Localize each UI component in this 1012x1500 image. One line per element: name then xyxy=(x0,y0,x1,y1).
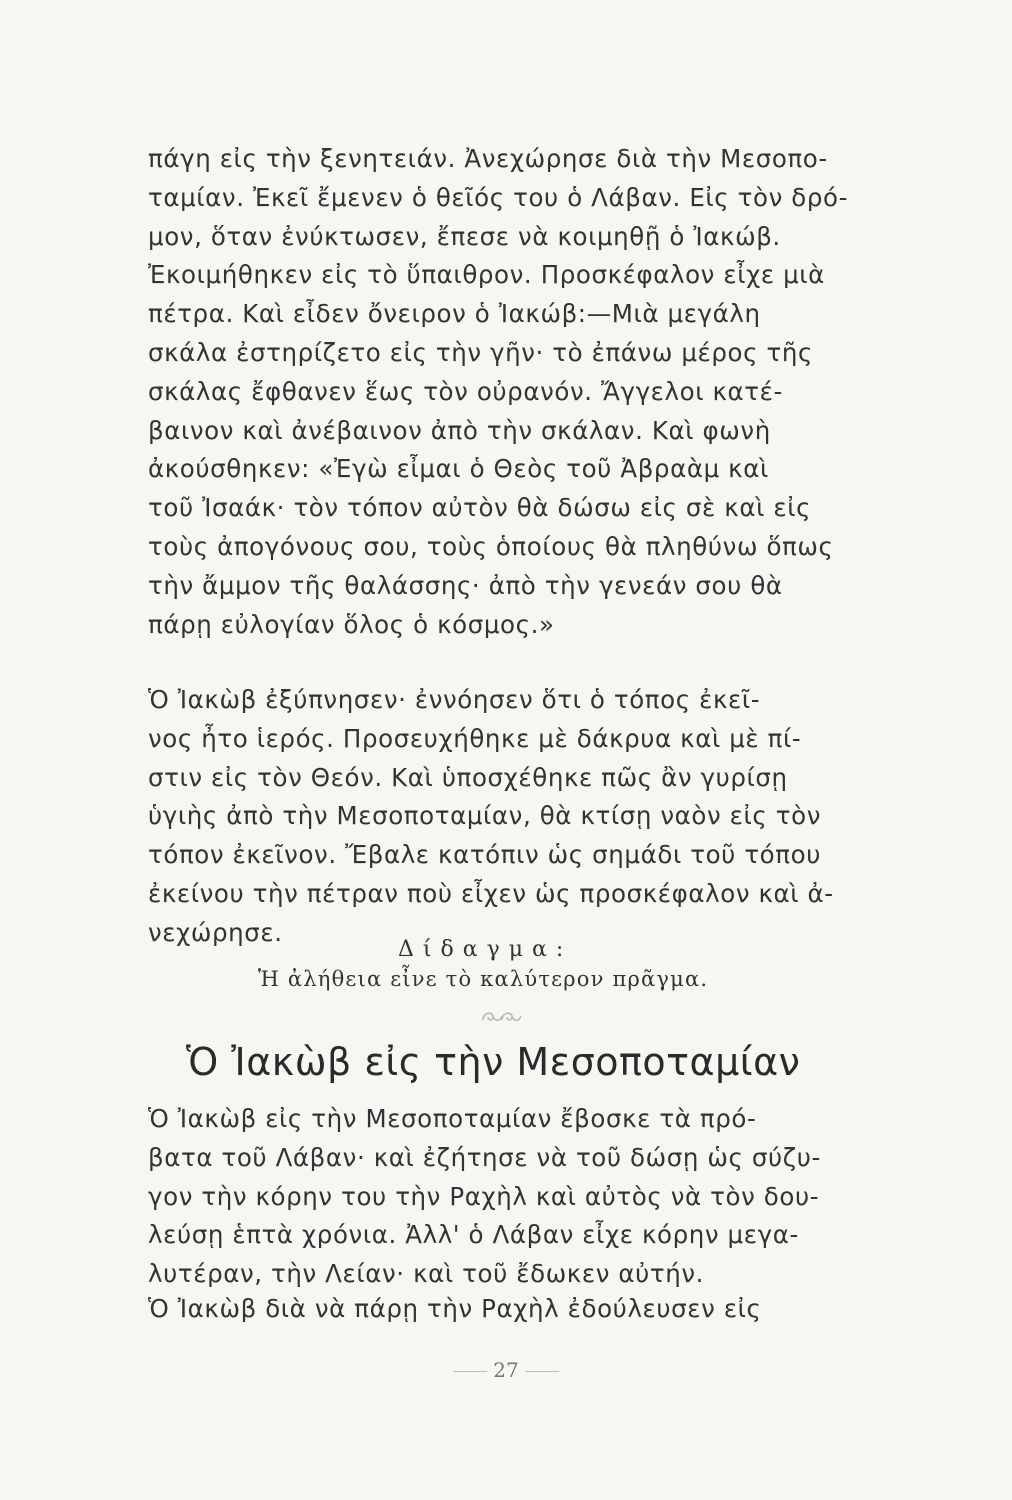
paragraph-1 xyxy=(148,140,870,644)
wave-ornament-icon xyxy=(480,1006,524,1026)
page-number: 27 xyxy=(493,1358,519,1382)
text-line: ταμίαν. Ἐκεῖ ἔμενεν ὁ θεῖός του ὁ Λάβαν. Εἰς τὸν δρό- xyxy=(148,182,849,212)
lesson-text: Ἡ ἀλήθεια εἶνε τὸ καλύτερον πρᾶγμα. xyxy=(258,967,709,991)
lesson-label: Δίδαγμα: xyxy=(398,937,573,962)
text-line: τοῦ Ἰσαάκ· τὸν τόπον αὐτὸν θὰ δώσω εἰς σὲ καὶ εἰς xyxy=(148,493,812,523)
text-line: Ὁ Ἰακὼβ ἐξύπνησεν· ἐννόησεν ὅτι ὁ τόπος ἐκεῖ- xyxy=(148,685,761,714)
text-line: πέτρα. Καὶ εἶδεν ὄνειρον ὁ Ἰακώβ:—Μιὰ μεγάλη xyxy=(148,299,761,329)
text-line: γον τὴν κόρην του τὴν Ραχὴλ καὶ αὐτὸς νὰ τὸν δου- xyxy=(148,1181,820,1211)
paragraph-2 xyxy=(148,681,870,953)
text-line: σκάλας ἔφθανεν ἕως τὸν οὐρανόν. Ἄγγελοι κατέ- xyxy=(148,376,783,406)
text-line: βαινον καὶ ἀνέβαινον ἀπὸ τὴν σκάλαν. Καὶ φωνὴ xyxy=(148,415,771,445)
text-line: νος ἦτο ἱερός. Προσευχήθηκε μὲ δάκρυα καὶ μὲ πί- xyxy=(148,723,802,753)
text-line: στιν εἰς τὸν Θεόν. Καὶ ὑποσχέθηκε πῶς ἂν γυρίσῃ xyxy=(148,762,788,792)
text-line: ἐκείνου τὴν πέτραν ποὺ εἶχεν ὡς προσκέφαλον καὶ ἀ- xyxy=(148,878,834,908)
text-line: πάρῃ εὐλογίαν ὅλος ὁ κόσμος.» xyxy=(148,609,555,639)
text-line: τοὺς ἀπογόνους σου, τοὺς ὁποίους θὰ πληθύνω ὅπως xyxy=(148,531,834,561)
text-line: λεύσῃ ἑπτὰ χρόνια. Ἀλλ' ὁ Λάβαν εἶχε κόρην μεγα- xyxy=(148,1220,799,1250)
text-line: Ὁ Ἰακὼβ διὰ νὰ πάρῃ τὴν Ραχὴλ ἐδούλευσεν εἰς xyxy=(148,1294,762,1323)
divider xyxy=(453,1371,487,1372)
text-line: ἀκούσθηκεν: «Ἐγὼ εἶμαι ὁ Θεὸς τοῦ Ἀβραὰμ καὶ xyxy=(148,454,769,484)
text-line: βατα τοῦ Λάβαν· καὶ ἐζήτησε νὰ τοῦ δώσῃ ὡς σύζυ- xyxy=(148,1142,821,1172)
paragraph-3 xyxy=(148,1100,870,1294)
chapter-title: Ὁ Ἰακὼβ εἰς τὴν Μεσοποταμίαν xyxy=(186,1040,801,1084)
text-line: τόπον ἐκεῖνον. Ἔβαλε κατόπιν ὡς σημάδι τοῦ τόπου xyxy=(148,840,821,870)
text-line: μον, ὅταν ἐνύκτωσεν, ἔπεσε νὰ κοιμηθῇ ὁ Ἰακώβ. xyxy=(148,221,781,251)
text-line: Ἐκοιμήθηκεν εἰς τὸ ὕπαιθρον. Προσκέφαλον εἶχε μιὰ xyxy=(148,260,825,290)
page-number-footer xyxy=(0,1358,1012,1382)
text-line: τὴν ἄμμον τῆς θαλάσσης· ἀπὸ τὴν γενεάν σου θὰ xyxy=(148,570,783,600)
text-line: νεχώρησε. xyxy=(148,917,283,947)
text-line: σκάλα ἐστηρίζετο εἰς τὴν γῆν· τὸ ἐπάνω μέρος τῆς xyxy=(148,337,813,367)
paragraph-4 xyxy=(148,1290,870,1329)
text-line: Ὁ Ἰακὼβ εἰς τὴν Μεσοποταμίαν ἔβοσκε τὰ πρό- xyxy=(148,1104,757,1133)
text-line: λυτέραν, τὴν Λείαν· καὶ τοῦ ἔδωκεν αὐτήν. xyxy=(148,1259,705,1289)
divider xyxy=(525,1371,559,1372)
text-line: πάγη εἰς τὴν ξενητειάν. Ἀνεχώρησε διὰ τὴν Μεσοπο- xyxy=(148,144,828,173)
text-line: ὑγιὴς ἀπὸ τὴν Μεσοποταμίαν, θὰ κτίσῃ ναὸν εἰς τὸν xyxy=(148,801,821,831)
